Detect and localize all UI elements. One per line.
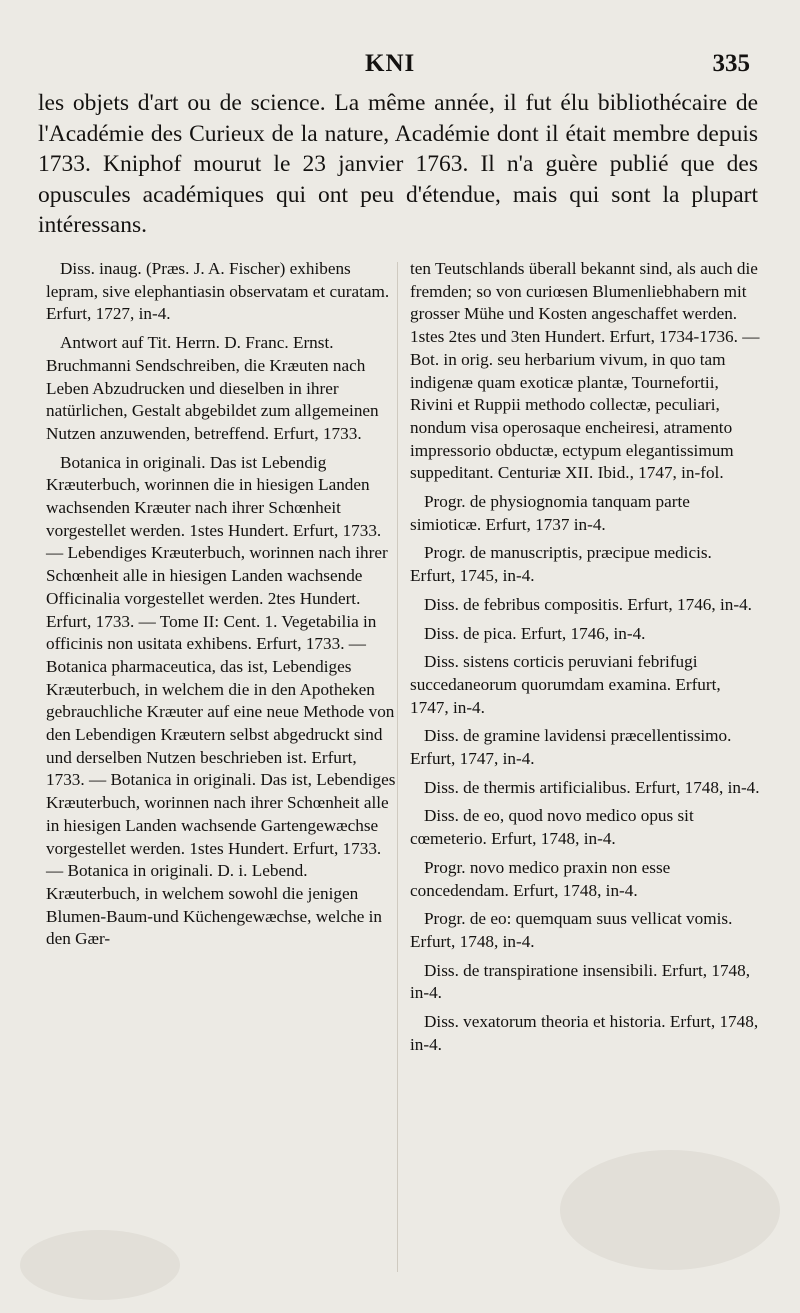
bibliography-entry: Diss. de gramine lavidensi præcellentissimo. Erfurt, 1747, in-4. [410,726,732,769]
bibliography-entry: Diss. inaug. (Præs. J. A. Fischer) exhibens lepram, sive elephantiasin observatam et curatam. Erfurt, 1727, in-4. [46,259,390,324]
column-divider [397,262,398,1272]
bibliography-entry: Progr. de physiognomia tanquam parte simioticæ. Erfurt, 1737 in-4. [410,492,690,534]
bibliography-entry: Diss. de transpiratione insensibili. Erfurt, 1748, in-4. [410,960,751,1003]
bibliography-entry: Diss. de eo, quod novo medico opus sit cœmeterio. Erfurt, 1748, in-4. [410,806,694,849]
page-smudge [560,1150,780,1270]
intro-paragraph [38,88,758,241]
bibliography-entry: Diss. de thermis artificialibus. Erfurt, 1748, in-4. [424,777,760,797]
bibliography-entry: Diss. de febribus compositis. Erfurt, 1746, in-4. [424,594,752,614]
bibliography-entry: Progr. de manuscriptis, præcipue medicis. Erfurt, 1745, in-4. [410,543,712,586]
page-number: 335 [712,50,750,77]
bibliography-entry: Diss. sistens corticis peruviani febrifugi succedaneorum quorumdam examina. Erfurt, 1747, in-4. [410,652,721,717]
bibliography-entry: Botanica in originali. Das ist Lebendig Kræuterbuch, worinnen die in hiesigen Landen wachsenden Kræuter nach ihrer Schœnheit vorgestellet werden. 1stes Hundert. Erfurt, 1733. — Lebendiges Kræuterbuch, worinnen nach ihrer Schœnheit alle in hiesigen Landen wachsende Officinalia vorgestellet werden. 2tes Hundert. Erfurt, 1733. — Tome II: Cent. 1. Vegetabilia in officinis non usitata exhibens. Erfurt, 1733. — Botanica pharmaceutica, das ist, Lebendiges Kræuterbuch, in welchem die in den Apotheken gebrauchliche Kræuter auf eine neue Methode von den Lebendigen Kræutern selbst abgedruckt sind und derselben Nutzen beschrieben ist. Erfurt, 1733. — Botanica in originali. Das ist, Lebendiges Kræuterbuch, worinnen nach ihrer Schœnheit alle in hiesigen Landen wachsende Gartengewæchse vorgestellet werden. 1stes Hundert. Erfurt, 1733. — Botanica in originali. D. i. Lebend. Kræuterbuch, in welchem sowohl die jenigen Blumen-Baum-und Küchengewæchse, welche in den Gær- [46,452,396,949]
bibliography-entry: Diss. de pica. Erfurt, 1746, in-4. [424,623,646,643]
intro-text: les objets d'art ou de science. La même année, il fut élu bibliothécaire de l'Académie des Curieux de la nature, Académie dont il était membre depuis 1733. Kniphof mourut le 23 janvier 1763. Il n'a guère publié que des opuscules académiques qui ont peu d'étendue, mais qui sont la plupart intéressans. [38,90,758,238]
right-column [410,258,760,1063]
bibliography-entry: ten Teutschlands überall bekannt sind, als auch die fremden; so von curiœsen Blumenliebhabern mit grosser Mühe und Kosten angeschaffet werden. 1stes 2tes und 3ten Hundert. Erfurt, 1734-1736. — Bot. in orig. seu herbarium vivum, in quo tam indigenæ quam exoticæ plantæ, Tournefortii, Rivini et Ruppii methodo collectæ, peculiari, nondum visa operosaque encheiresi, atramento impressorio obductæ, ectypum elegantissimum suppeditant. Centuriæ XII. Ibid., 1747, in-fol. [410,259,760,483]
bibliography-entry: Progr. novo medico praxin non esse concedendam. Erfurt, 1748, in-4. [410,857,671,900]
running-head: KNI [365,50,416,77]
page-header [40,50,750,80]
bibliography-entry: Diss. vexatorum theoria et historia. Erfurt, 1748, in-4. [410,1012,759,1054]
bibliography-entry: Progr. de eo: quemquam suus vellicat vomis. Erfurt, 1748, in-4. [410,909,733,951]
page-smudge [20,1230,180,1300]
left-column [46,258,396,957]
bibliography-entry: Antwort auf Tit. Herrn. D. Franc. Ernst. Bruchmanni Sendschreiben, die Kræuten nach Leben Abzudrucken und dieselben in ihrer natürlichen, Gestalt abgebildet zum allgemeinen Nutzen anzuwenden, betreffend. Erfurt, 1733. [46,333,379,443]
